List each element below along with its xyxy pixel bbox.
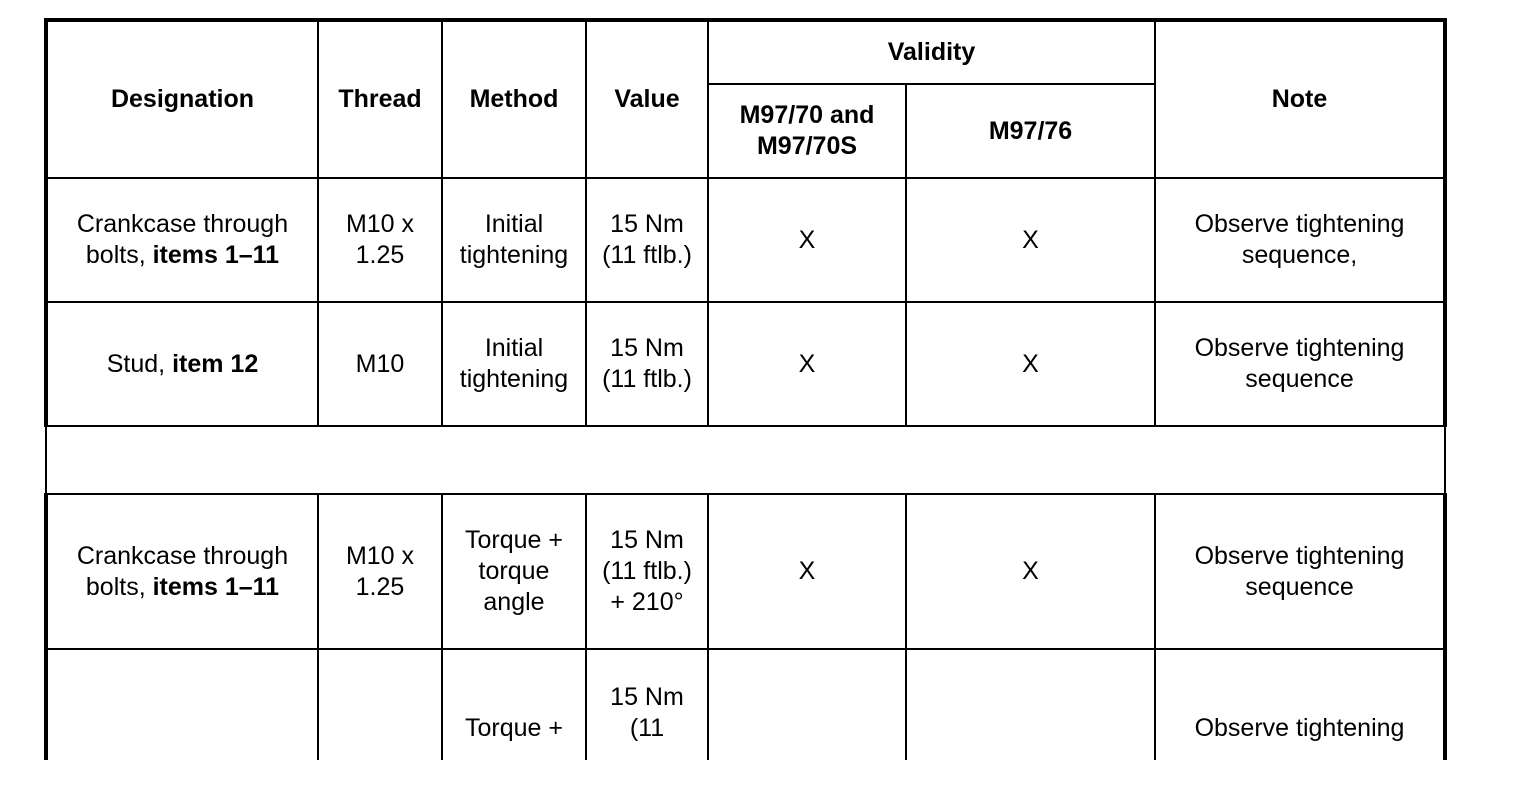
header-thread: Thread <box>318 20 442 178</box>
value-cell: 15 Nm (11 <box>586 649 708 760</box>
validity-m97-70-cell: X <box>708 302 906 426</box>
designation-text: Crankcase through bolts, <box>76 541 289 601</box>
method-cell: Initial tightening <box>442 302 586 426</box>
torque-spec-table <box>44 18 1447 760</box>
designation-cell <box>46 494 318 649</box>
table-row <box>46 302 1445 426</box>
designation-cell <box>46 649 318 760</box>
note-cell: Observe tightening <box>1155 649 1445 760</box>
designation-text: Stud, <box>106 349 173 378</box>
designation-cell <box>46 302 318 426</box>
header-method: Method <box>442 20 586 178</box>
value-cell: 15 Nm (11 ftlb.) <box>586 302 708 426</box>
header-note: Note <box>1155 20 1445 178</box>
thread-cell: M10 x 1.25 <box>318 178 442 302</box>
header-validity-m97-70: M97/70 and M97/70S <box>708 84 906 178</box>
designation-cell <box>46 178 318 302</box>
header-validity: Validity <box>708 20 1155 84</box>
thread-cell: M10 x 1.25 <box>318 494 442 649</box>
header-validity-m97-76: M97/76 <box>906 84 1155 178</box>
header-row-1 <box>46 20 1445 84</box>
value-cell: 15 Nm (11 ftlb.) <box>586 178 708 302</box>
method-cell: Torque + <box>442 649 586 760</box>
header-value: Value <box>586 20 708 178</box>
method-cell: Initial tightening <box>442 178 586 302</box>
validity-m97-76-cell: X <box>906 494 1155 649</box>
validity-m97-76-cell: X <box>906 178 1155 302</box>
designation-items: item 12 <box>172 349 259 378</box>
validity-m97-70-cell <box>708 649 906 760</box>
validity-m97-76-cell <box>906 649 1155 760</box>
designation-items: items 1–11 <box>152 572 280 601</box>
method-cell: Torque + torque angle <box>442 494 586 649</box>
validity-m97-70-cell: X <box>708 178 906 302</box>
designation-text: Crankcase through bolts, <box>76 210 289 269</box>
thread-cell: M10 <box>318 302 442 426</box>
thread-cell <box>318 649 442 760</box>
table-row <box>46 178 1445 302</box>
value-cell: 15 Nm (11 ftlb.) + 210° <box>586 494 708 649</box>
validity-m97-76-cell: X <box>906 302 1155 426</box>
spacer-cell <box>46 426 1445 494</box>
table-row <box>46 649 1445 760</box>
note-cell: Observe tightening sequence <box>1155 302 1445 426</box>
note-cell: Observe tightening sequence <box>1155 494 1445 649</box>
spacer-row <box>46 426 1445 494</box>
designation-items: items 1–11 <box>152 241 280 269</box>
header-designation: Designation <box>46 20 318 178</box>
validity-m97-70-cell: X <box>708 494 906 649</box>
note-cell: Observe tightening sequence, <box>1155 178 1445 302</box>
table-row <box>46 494 1445 649</box>
